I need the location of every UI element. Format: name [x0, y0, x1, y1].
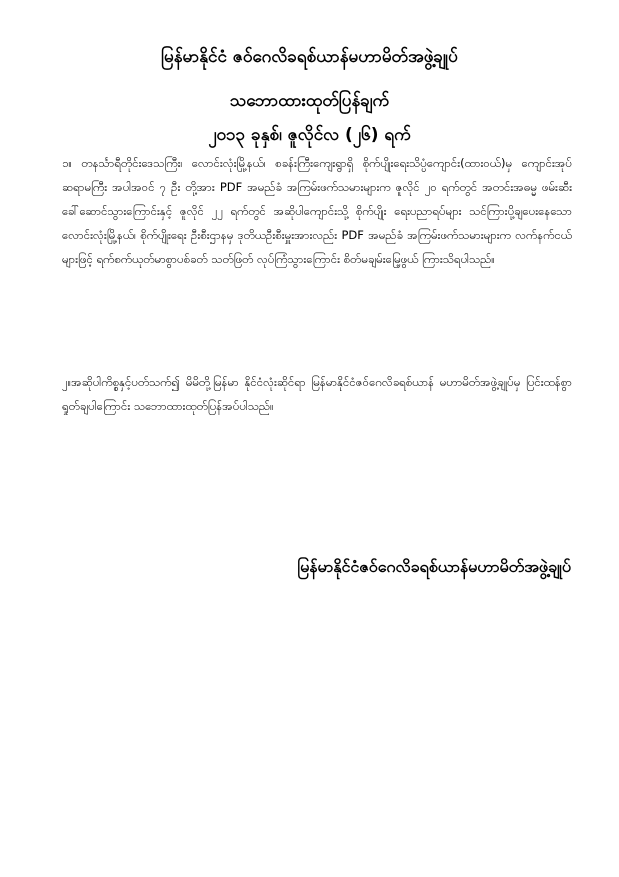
- paragraph-1: ၁။ တနင်္သာရီတိုင်းဒေသကြီး၊ လောင်းလုံးမြို့နယ်၊ စခန်းကြီးကျေးရွာရှိ စိုက်ပျိုးရေးသိပ္ပံကျောင်း(ထားဝယ်)မှ ကျောင်းအုပ်ဆရာမကြီး အပါအဝင် ၇ ဦး တို့အား PDF အမည်ခံ အကြမ်းဖက်သမားများက ဇူလိုင် ၂၀ ရက်တွင် အတင်းအဓမ္မ ဖမ်းဆီးခေါ်ဆောင်သွားကြောင်းနှင့် ဇူလိုင် ၂၂ ရက်တွင် အဆိုပါကျောင်းသို့ စိုက်ပျိုး ရေးပညာရပ်များ သင်ကြားပို့ချပေးနေသော လောင်းလုံးမြို့နယ်၊ စိုက်ပျိုးရေး ဦးစီးဌာနမှ ဒုတိယဦးစီးမှူးအားလည်း PDF အမည်ခံ အကြမ်းဖက်သမားများက လက်နက်ငယ်များဖြင့် ရက်စက်ယုတ်မာစွာပစ်ခတ် သတ်ဖြတ် လုပ်ကြံသွားကြောင်း စိတ်မချမ်းမြေ့ဖွယ် ကြားသိရပါသည်။: [62, 156, 572, 266]
- signature-block: မြန်မာနိုင်ငံဇဝ်ဂေလိခရစ်ယာန်မဟာမိတ်အဖွဲ့ချုပ်: [297, 557, 571, 576]
- paragraph-2: ၂။အဆိုပါကိစ္စနှင့်ပတ်သက်၍ မိမိတို့မြန်မာ နိုင်ငံလုံးဆိုင်ရာ မြန်မာနိုင်ငံဇဝ်ဂေလိခရစ်ယာန် မဟာမိတ်အဖွဲ့ချုပ်မှ ပြင်းထန်စွာ ရှုတ်ချပါကြောင်း သဘောထားထုတ်ပြန်အပ်ပါသည်။: [62, 375, 572, 413]
- organization-title: မြန်မာနိုင်ငံ ဇဝ်ဂေလိခရစ်ယာန်မဟာမိတ်အဖွဲ့ချုပ်: [161, 47, 458, 67]
- statement-date: ၂၀၁၃ ခုနှစ်၊ ဇူလိုင်လ (၂၆) ရက်: [208, 125, 411, 145]
- statement-title: သဘောထားထုတ်ပြန်ချက်: [229, 91, 390, 111]
